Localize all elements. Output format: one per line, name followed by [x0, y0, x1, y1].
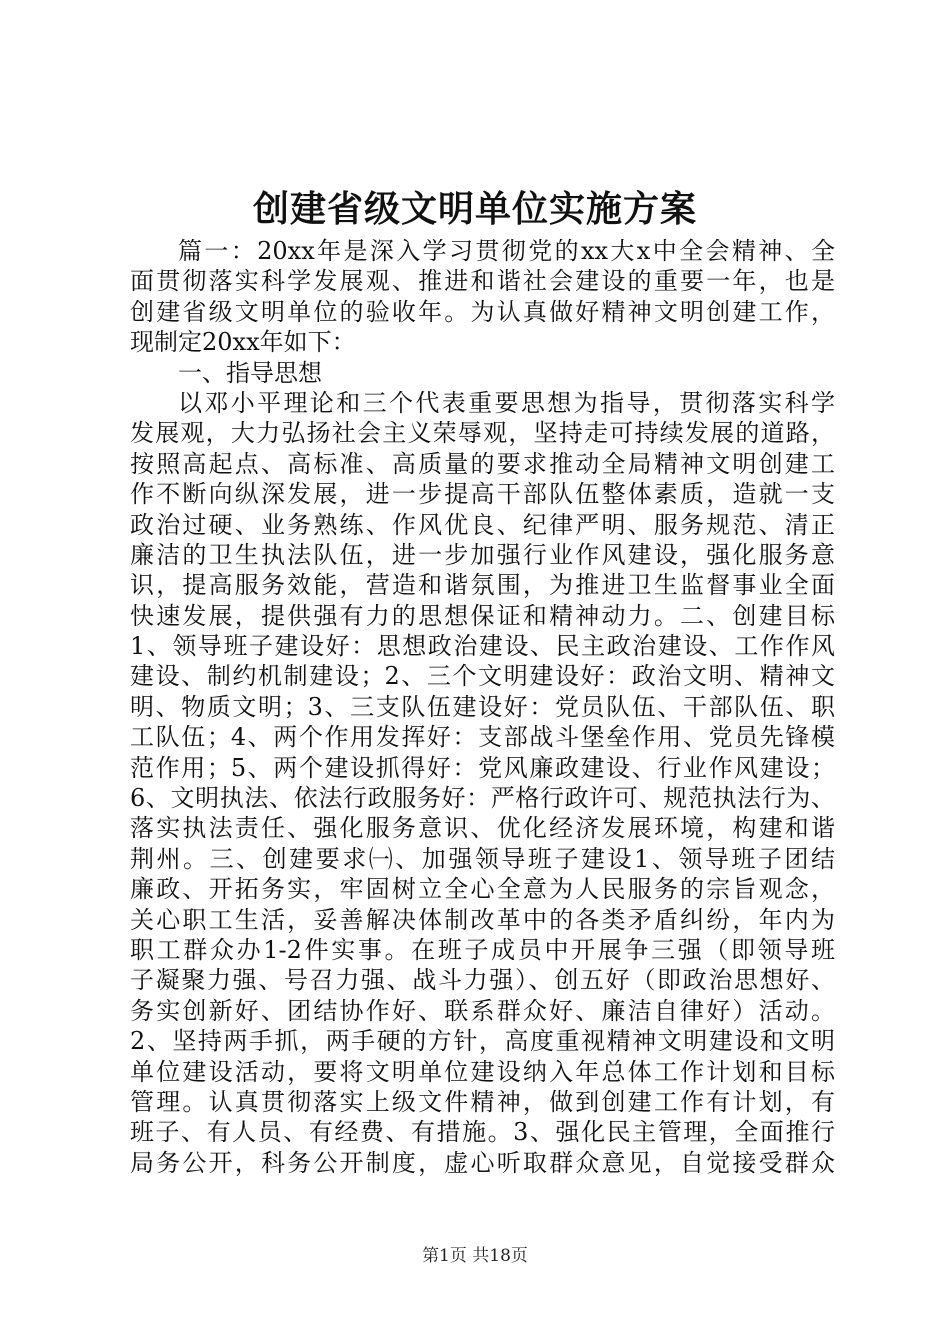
body-line: 局务公开，科务公开制度，虚心听取群众意见，自觉接受群众 [130, 1148, 835, 1177]
body-line: 单位建设活动，要将文明单位建设纳入年总体工作计划和目标 [130, 1057, 835, 1086]
body-line: 政治过硬、业务熟练、作风优良、纪律严明、服务规范、清正 [130, 510, 835, 539]
body-line: 子凝聚力强、号召力强、战斗力强）、创五好（即政治思想好、 [130, 966, 835, 995]
body-line: 管理。认真贯彻落实上级文件精神，做到创建工作有计划，有 [130, 1087, 835, 1116]
page-number-footer: 第1页 共18页 [422, 1246, 528, 1266]
body-line: 2、坚持两手抓，两手硬的方针，高度重视精神文明建设和文明 [130, 1027, 835, 1056]
body-line: 作不断向纵深发展，进一步提高干部队伍整体素质，造就一支 [130, 480, 835, 509]
body-line: 6、文明执法、依法行政服务好：严格行政许可、规范执法行为、 [130, 784, 835, 813]
body-line: 职工群众办1-2件实事。在班子成员中开展争三强（即领导班 [130, 935, 835, 964]
body-line: 工队伍；4、两个作用发挥好：支部战斗堡垒作用、党员先锋模 [130, 723, 835, 752]
body-line: 班子、有人员、有经费、有措施。3、强化民主管理，全面推行 [130, 1118, 835, 1147]
body-line: 面贯彻落实科学发展观、推进和谐社会建设的重要一年，也是 [130, 267, 835, 296]
body-line: 廉洁的卫生执法队伍，进一步加强行业作风建设，强化服务意 [130, 540, 835, 569]
body-line: 快速发展，提供强有力的思想保证和精神动力。二、创建目标 [130, 601, 835, 630]
body-line: 按照高起点、高标准、高质量的要求推动全局精神文明创建工 [130, 449, 835, 478]
body-line: 关心职工生活，妥善解决体制改革中的各类矛盾纠纷，年内为 [130, 905, 835, 934]
body-line: 识，提高服务效能，营造和谐氛围，为推进卫生监督事业全面 [130, 571, 835, 600]
document-title: 创建省级文明单位实施方案 [252, 188, 697, 230]
body-line: 明、物质文明；3、三支队伍建设好：党员队伍、干部队伍、职 [130, 692, 835, 721]
body-line: 以邓小平理论和三个代表重要思想为指导，贯彻落实科学 [178, 388, 835, 417]
body-line: 发展观，大力弘扬社会主义荣辱观，坚持走可持续发展的道路， [130, 419, 835, 448]
body-line: 创建省级文明单位的验收年。为认真做好精神文明创建工作， [130, 297, 835, 326]
body-line: 廉政、开拓务实，牢固树立全心全意为人民服务的宗旨观念， [130, 875, 835, 904]
document-body [130, 236, 835, 1178]
section-heading: 一、指导思想 [178, 358, 322, 387]
body-line: 范作用；5、两个建设抓得好：党风廉政建设、行业作风建设； [130, 753, 835, 782]
body-line: 篇一：20xx年是深入学习贯彻党的xx大x中全会精神、全 [178, 237, 835, 265]
body-line: 落实执法责任、强化服务意识、优化经济发展环境，构建和谐 [130, 814, 835, 843]
body-line: 1、领导班子建设好：思想政治建设、民主政治建设、工作作风 [130, 632, 835, 661]
body-line: 建设、制约机制建设；2、三个文明建设好：政治文明、精神文 [130, 662, 835, 691]
body-line: 务实创新好、团结协作好、联系群众好、廉洁自律好）活动。 [130, 996, 835, 1025]
body-line: 荆州。三、创建要求㈠、加强领导班子建设1、领导班子团结 [130, 844, 835, 873]
body-line: 现制定20xx年如下： [130, 328, 356, 357]
